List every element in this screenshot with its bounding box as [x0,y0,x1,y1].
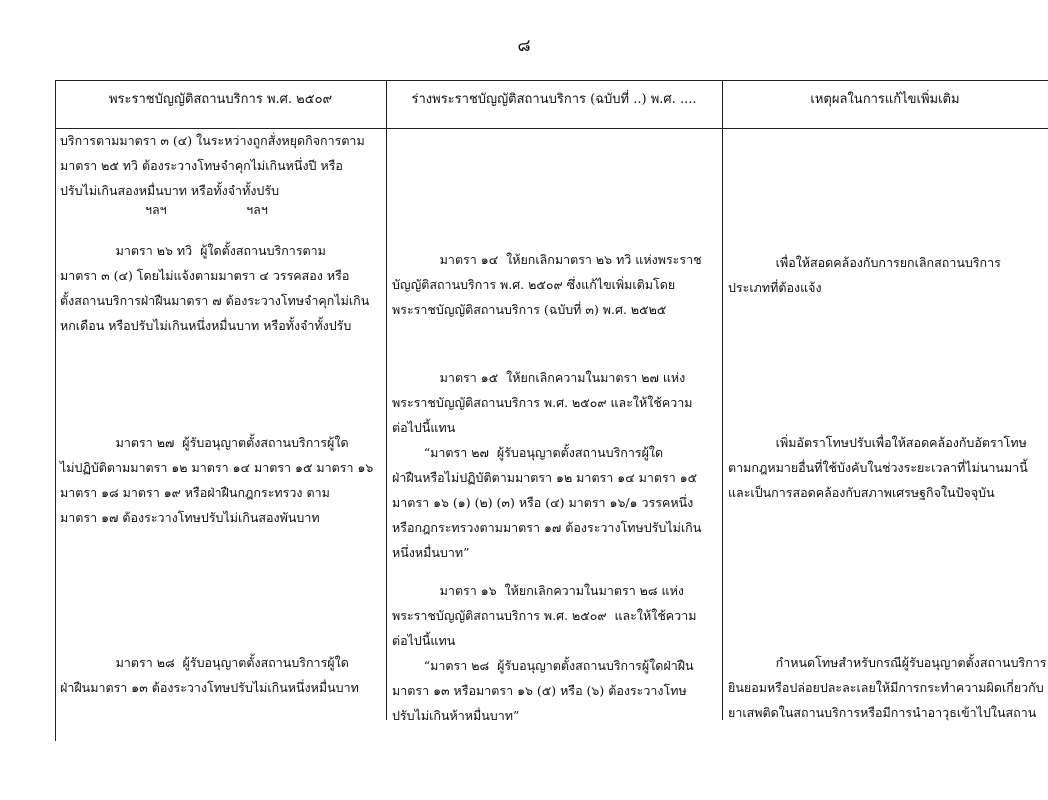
col2-section-14: มาตรา ๑๔ ให้ยกเลิกมาตรา ๒๖ ทวิ แห่งพระราช บัญญัติสถานบริการ พ.ศ. ๒๕๐๙ ซึ่งแก้ไขเพิ่มเติมโดย พระราชบัญญัติสถานบริการ (ฉบับที่ ๓) พ.ศ. ๒๕๒๕ [392,252,702,317]
col1-etc-marker: ฯลฯ ฯลฯ [145,202,268,217]
col2-section-16: มาตรา ๑๖ ให้ยกเลิกความในมาตรา ๒๘ แห่ง พระราชบัญญัติสถานบริการ พ.ศ. ๒๕๐๙ และให้ใช้ความ ต่อไปนี้แทน “มาตรา ๒๘ ผู้รับอนุญาตตั้งสถานบริการผู้ใดฝ่าฝืน มาตรา ๑๓ หรือมาตรา ๑๖ (๕) หรือ (๖) ต้องระวางโทษ ปรับไม่เกินห้าหมื่นบาท” [392,583,697,723]
col3-reason-3: กำหนดโทษสำหรับกรณีผู้รับอนุญาตตั้งสถานบริการ ยินยอมหรือปล่อยปละละเลยให้มีการกระทำความผิดเกี่ยวกับ ยาเสพติดในสถานบริการหรือมีการนำอาวุธเข้าไปในสถาน [728,655,1047,720]
header-col1: พระราชบัญญัติสถานบริการ พ.ศ. ๒๕๐๙ [108,92,333,107]
column-divider-1 [386,80,387,720]
column-divider-2 [722,80,723,720]
col1-section-27: มาตรา ๒๗ ผู้รับอนุญาตตั้งสถานบริการผู้ใด ไม่ปฏิบัติตามมาตรา ๑๒ มาตรา ๑๔ มาตรา ๑๕ มาตรา ๑๖ มาตรา ๑๘ มาตรา ๑๙ หรือฝ่าฝืนกฎกระทรวง ตาม มาตรา ๑๗ ต้องระวางโทษปรับไม่เกินสองพันบาท [60,435,374,525]
col3-reason-1: เพื่อให้สอดคล้องกับการยกเลิกสถานบริการ ประเภทที่ต้องแจ้ง [728,255,1001,295]
page-number: ๘ [517,36,531,56]
col1-paragraph-1: บริการตามมาตรา ๓ (๔) ในระหว่างถูกสั่งหยุดกิจการตาม มาตรา ๒๕ ทวิ ต้องระวางโทษจำคุกไม่เกินหนึ่งปี หรือ ปรับไม่เกินสองหมื่นบาท หรือทั้งจำทั้งปรับ [60,133,365,198]
header-col2: ร่างพระราชบัญญัติสถานบริการ (ฉบับที่ ..) พ.ศ. .... [411,92,697,107]
header-col3: เหตุผลในการแก้ไขเพิ่มเติม [810,92,960,107]
col1-section-28: มาตรา ๒๘ ผู้รับอนุญาตตั้งสถานบริการผู้ใด ฝ่าฝืนมาตรา ๑๓ ต้องระวางโทษปรับไม่เกินหนึ่งหมื่นบาท [60,655,359,695]
col3-reason-2: เพิ่มอัตราโทษปรับเพื่อให้สอดคล้องกับอัตราโทษ ตามกฎหมายอื่นที่ใช้บังคับในช่วงระยะเวลาที่ไม่นานมานี้ และเป็นการสอดคล้องกับสภาพเศรษฐกิจในปัจจุบัน [728,435,1028,500]
col1-section-26-bis: มาตรา ๒๖ ทวิ ผู้ใดตั้งสถานบริการตาม มาตรา ๓ (๔) โดยไม่แจ้งตามมาตรา ๔ วรรคสอง หรือ ตั้งสถานบริการฝ่าฝืนมาตรา ๗ ต้องระวางโทษจำคุกไม่เกิน หกเดือน หรือปรับไม่เกินหนึ่งหมื่นบาท หรือทั้งจำทั้งปรับ [60,243,370,333]
col2-section-15: มาตรา ๑๕ ให้ยกเลิกความในมาตรา ๒๗ แห่ง พระราชบัญญัติสถานบริการ พ.ศ. ๒๕๐๙ และให้ใช้ความ ต่อไปนี้แทน “มาตรา ๒๗ ผู้รับอนุญาตตั้งสถานบริการผู้ใด ฝ่าฝืนหรือไม่ปฏิบัติตามมาตรา ๑๒ มาตรา ๑๔ มาตรา ๑๕ มาตรา ๑๖ (๑) (๒) (๓) หรือ (๔) มาตรา ๑๖/๑ วรรคหนึ่ง หรือกฎกระทรวงตามมาตรา ๑๗ ต้องระวางโทษปรับไม่เกิน หนึ่งหมื่นบาท” [392,370,702,560]
